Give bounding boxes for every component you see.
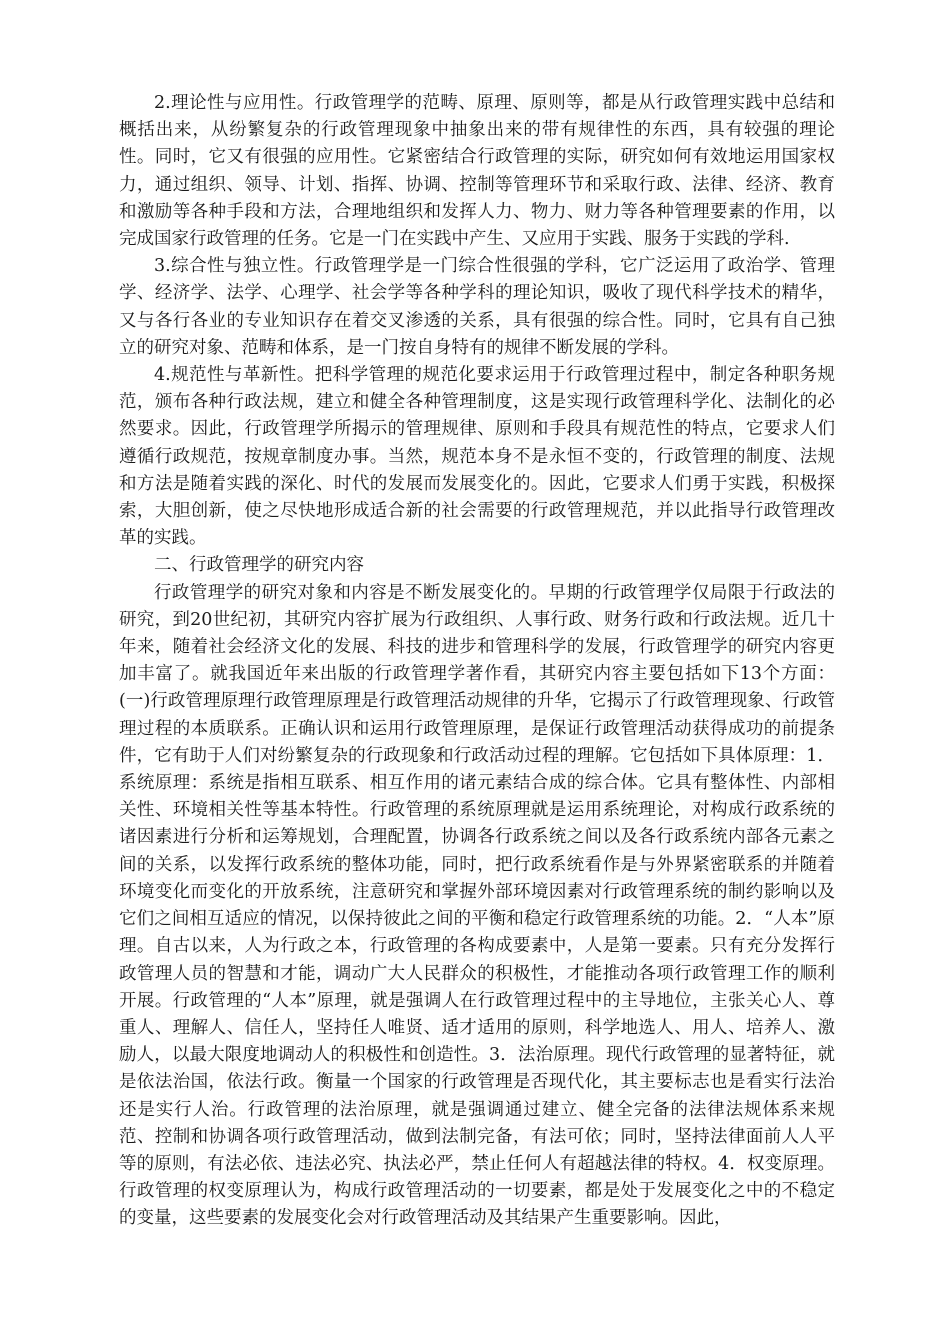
paragraph-comprehensive-independent: 3.综合性与独立性。行政管理学是一门综合性很强的学科，它广泛运用了政治学、管理学、经济学、法学、心理学、社会学等各种学科的理论知识，吸收了现代科学技术的精华，又与各行各业的专业知识存在着交叉渗透的关系，具有很强的综合性。同时，它具有自己独立的研究对象、范畴和体系，是一门按自身特有的规律不断发展的学科。 (119, 256, 835, 358)
paragraph-theory-application: 2.理论性与应用性。行政管理学的范畴、原理、原则等，都是从行政管理实践中总结和概括出来，从纷繁复杂的行政管理现象中抽象出来的带有规律性的东西，具有较强的理论性。同时，它又有很强的应用性。它紧密结合行政管理的实际，研究如何有效地运用国家权力，通过组织、领导、计划、指挥、协调、控制等管理环节和采取行政、法律、经济、教育和激励等各种手段和方法，合理地组织和发挥人力、物力、财力等各种管理要素的作用，以完成国家行政管理的任务。它是一门在实践中产生、又应用于实践、服务于实践的学科. (119, 93, 835, 250)
paragraph-research-content: 行政管理学的研究对象和内容是不断发展变化的。早期的行政管理学仅局限于行政法的研究，到20世纪初，其研究内容扩展为行政组织、人事行政、财务行政和行政法规。近几十年来，随着社会经济文化的发展、科技的进步和管理科学的发展，行政管理学的研究内容更加丰富了。就我国近年来出版的行政管理学著作看，其研究内容主要包括如下13个方面：(一)行政管理原理行政管理原理是行政管理活动规律的升华，它揭示了行政管理现象、行政管理过程的本质联系。正确认识和运用行政管理原理，是保证行政管理活动获得成功的前提条件，它有助于人们对纷繁复杂的行政现象和行政活动过程的理解。它包括如下具体原理：1．系统原理：系统是指相互联系、相互作用的诸元素结合成的综合体。它具有整体性、内部相关性、环境相关性等基本特性。行政管理的系统原理就是运用系统理论，对构成行政系统的诸因素进行分析和运筹规划，合理配置，协调各行政系统之间以及各行政系统内部各元素之间的关系，以发挥行政系统的整体功能，同时，把行政系统看作是与外界紧密联系的并随着环境变化而变化的开放系统，注意研究和掌握外部环境因素对行政管理系统的制约影响以及它们之间相互适应的情况，以保持彼此之间的平衡和稳定行政管理系统的功能。2．“人本”原理。自古以来，人为行政之本，行政管理的各构成要素中，人是第一要素。只有充分发挥行政管理人员的智慧和才能，调动广大人民群众的积极性，才能推动各项行政管理工作的顺利开展。行政管理的“人本”原理，就是强调人在行政管理过程中的主导地位，主张关心人、尊重人、理解人、信任人，坚持任人唯贤、适才适用的原则，科学地选人、用人、培养人、激励人，以最大限度地调动人的积极性和创造性。3．法治原理。现代行政管理的显著特征，就是依法治国，依法行政。衡量一个国家的行政管理是否现代化，其主要标志也是看实行法治还是实行人治。行政管理的法治原理，就是强调通过建立、健全完备的法律法规体系来规范、控制和协调各项行政管理活动，做到法制完备，有法可依；同时，坚持法律面前人人平等的原则，有法必依、违法必究、执法必严，禁止任何人有超越法律的特权。4．权变原理。行政管理的权变原理认为，构成行政管理活动的一切要素，都是处于发展变化之中的不稳定的变量，这些要素的发展变化会对行政管理活动及其结果产生重要影响。因此， (119, 582, 835, 1229)
paragraph-normative-innovative: 4.规范性与革新性。把科学管理的规范化要求运用于行政管理过程中，制定各种职务规范，颁布各种行政法规，建立和健全各种管理制度，这是实现行政管理科学化、法制化的必然要求。因此，行政管理学所揭示的管理规律、原则和手段具有规范性的特点，它要求人们遵循行政规范，按规章制度办事。当然，规范本身不是永恒不变的，行政管理的制度、法规和方法是随着实践的深化、时代的发展而发展变化的。因此，它要求人们勇于实践，积极探索，大胆创新，使之尽快地形成适合新的社会需要的行政管理规范，并以此指导行政管理改革的实践。 (119, 365, 835, 549)
section-heading-research-content: 二、行政管理学的研究内容 (154, 555, 364, 576)
document-page (119, 90, 835, 1233)
